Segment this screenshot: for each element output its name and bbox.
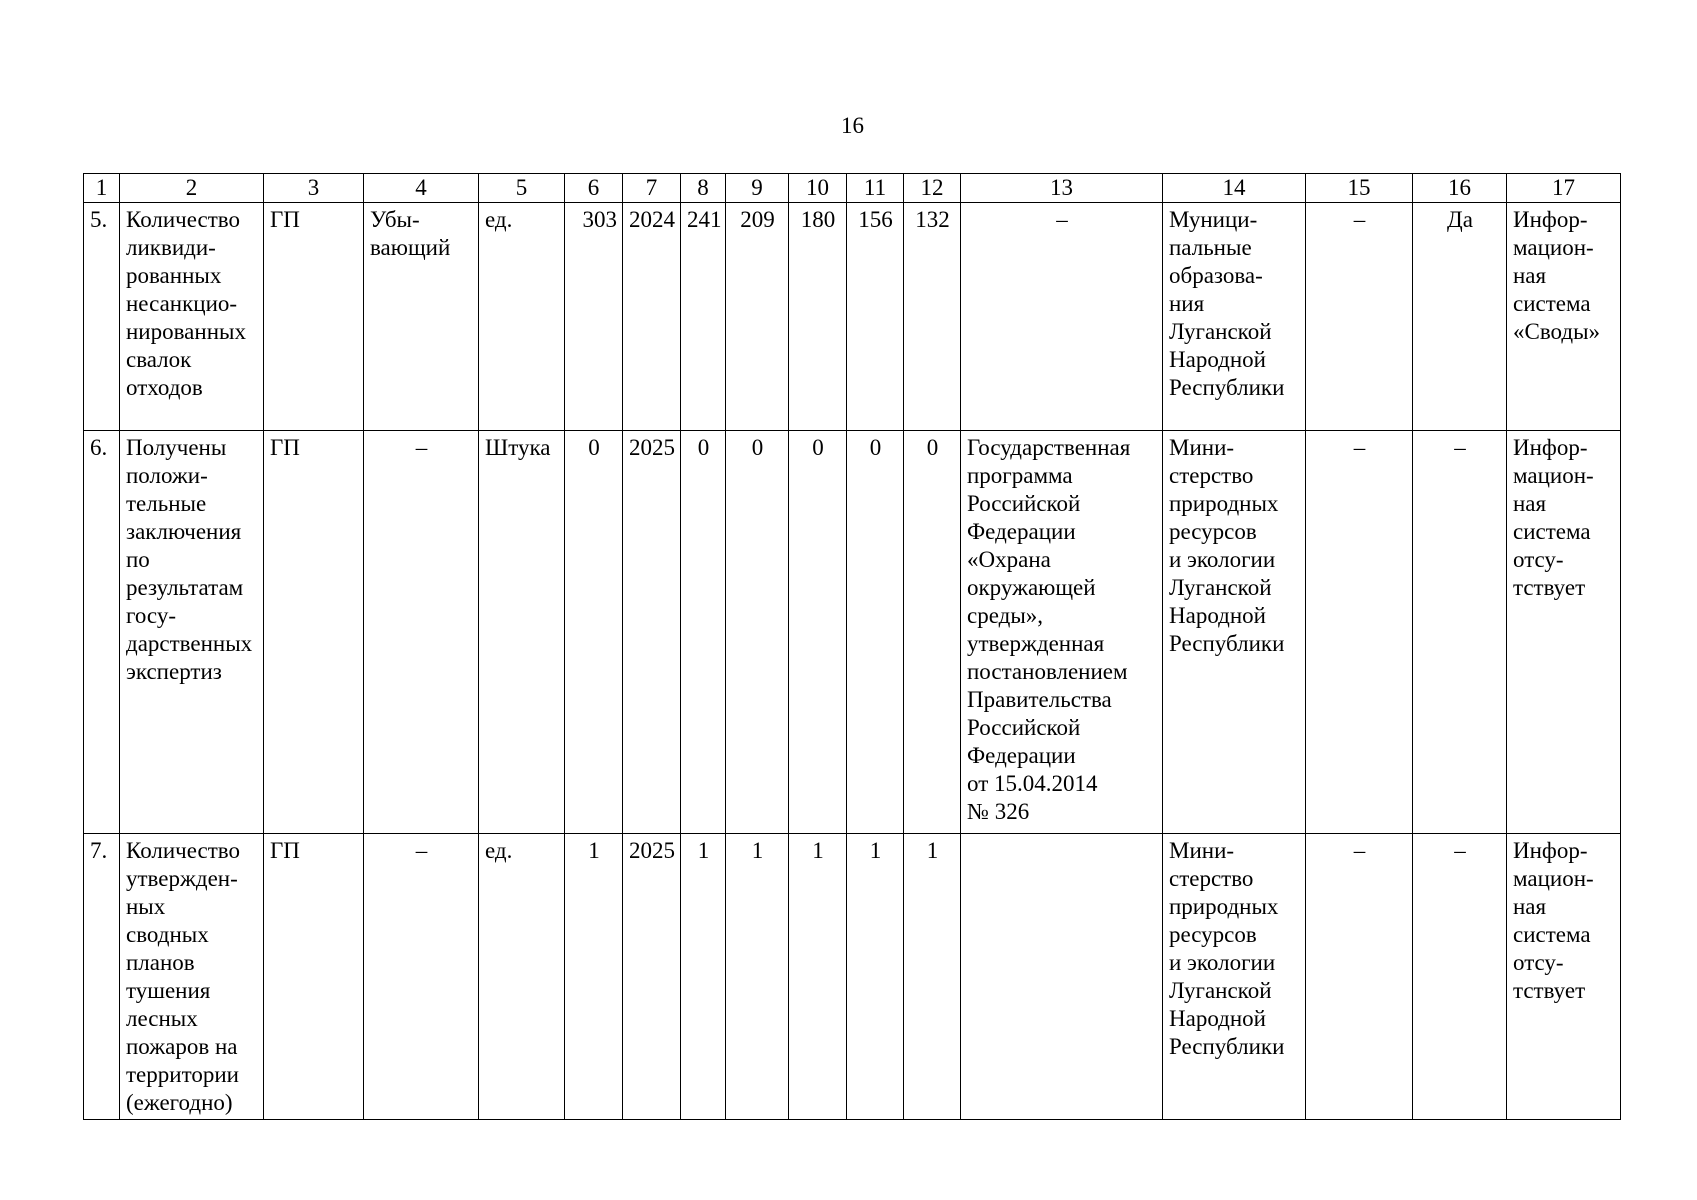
value-col-8: 241 <box>681 203 726 431</box>
column-header: 7 <box>623 174 681 203</box>
value-col-9: 209 <box>726 203 789 431</box>
value-col-10: 180 <box>789 203 847 431</box>
row-number: 7. <box>84 834 120 1120</box>
base-year: 2024 <box>623 203 681 431</box>
value-col-9: 1 <box>726 834 789 1120</box>
program-document <box>961 834 1163 1120</box>
column-header: 2 <box>120 174 264 203</box>
row-number: 6. <box>84 431 120 834</box>
column-number-header-row <box>84 174 1621 203</box>
indicator-level: ГП <box>264 431 364 834</box>
value-col-10: 1 <box>789 834 847 1120</box>
responsible-body: Мини- стерство природных ресурсов и экологии Луганской Народной Республики <box>1163 431 1306 834</box>
value-col-8: 1 <box>681 834 726 1120</box>
program-document: – <box>961 203 1163 431</box>
column-header: 1 <box>84 174 120 203</box>
indicator-name: Количество ликвиди- рованных несанкцио- нированных свалок отходов <box>120 203 264 431</box>
unit-of-measure: ед. <box>479 834 565 1120</box>
information-system: Инфор- мацион- ная система «Своды» <box>1507 203 1621 431</box>
value-col-16: – <box>1413 431 1507 834</box>
indicator-trend: – <box>364 834 479 1120</box>
program-document: Государственная программа Российской Федерации «Охрана окружающей среды», утвержденная постановлением Правительства Российской Федерации от 15.04.2014 № 326 <box>961 431 1163 834</box>
indicator-level: ГП <box>264 203 364 431</box>
column-header: 9 <box>726 174 789 203</box>
base-year: 2025 <box>623 834 681 1120</box>
base-value: 1 <box>565 834 623 1120</box>
table-row <box>84 203 1621 431</box>
column-header: 12 <box>904 174 961 203</box>
value-col-15: – <box>1306 431 1413 834</box>
unit-of-measure: Штука <box>479 431 565 834</box>
value-col-12: 132 <box>904 203 961 431</box>
column-header: 17 <box>1507 174 1621 203</box>
row-number: 5. <box>84 203 120 431</box>
indicator-name: Количество утвержден- ных сводных планов тушения лесных пожаров на территории (ежегодно) <box>120 834 264 1120</box>
responsible-body: Муници- пальные образова- ния Луганской Народной Республики <box>1163 203 1306 431</box>
indicator-name: Получены положи- тельные заключения по результатам госу- дарственных экспертиз <box>120 431 264 834</box>
value-col-11: 156 <box>847 203 904 431</box>
indicators-table <box>83 173 1621 1120</box>
value-col-15: – <box>1306 203 1413 431</box>
indicator-trend: Убы- вающий <box>364 203 479 431</box>
value-col-16: Да <box>1413 203 1507 431</box>
column-header: 5 <box>479 174 565 203</box>
responsible-body: Мини- стерство природных ресурсов и экологии Луганской Народной Республики <box>1163 834 1306 1120</box>
unit-of-measure: ед. <box>479 203 565 431</box>
value-col-12: 0 <box>904 431 961 834</box>
column-header: 10 <box>789 174 847 203</box>
value-col-11: 0 <box>847 431 904 834</box>
indicator-trend: – <box>364 431 479 834</box>
base-value: 303 <box>565 203 623 431</box>
value-col-10: 0 <box>789 431 847 834</box>
value-col-12: 1 <box>904 834 961 1120</box>
column-header: 15 <box>1306 174 1413 203</box>
base-value: 0 <box>565 431 623 834</box>
column-header: 16 <box>1413 174 1507 203</box>
table-row <box>84 834 1621 1120</box>
column-header: 8 <box>681 174 726 203</box>
column-header: 11 <box>847 174 904 203</box>
column-header: 13 <box>961 174 1163 203</box>
column-header: 4 <box>364 174 479 203</box>
value-col-8: 0 <box>681 431 726 834</box>
value-col-15: – <box>1306 834 1413 1120</box>
value-col-11: 1 <box>847 834 904 1120</box>
column-header: 6 <box>565 174 623 203</box>
page-number: 16 <box>841 113 864 138</box>
base-year: 2025 <box>623 431 681 834</box>
column-header: 14 <box>1163 174 1306 203</box>
table-row <box>84 431 1621 834</box>
information-system: Инфор- мацион- ная система отсу- тствует <box>1507 834 1621 1120</box>
information-system: Инфор- мацион- ная система отсу- тствует <box>1507 431 1621 834</box>
column-header: 3 <box>264 174 364 203</box>
value-col-16: – <box>1413 834 1507 1120</box>
value-col-9: 0 <box>726 431 789 834</box>
indicator-level: ГП <box>264 834 364 1120</box>
